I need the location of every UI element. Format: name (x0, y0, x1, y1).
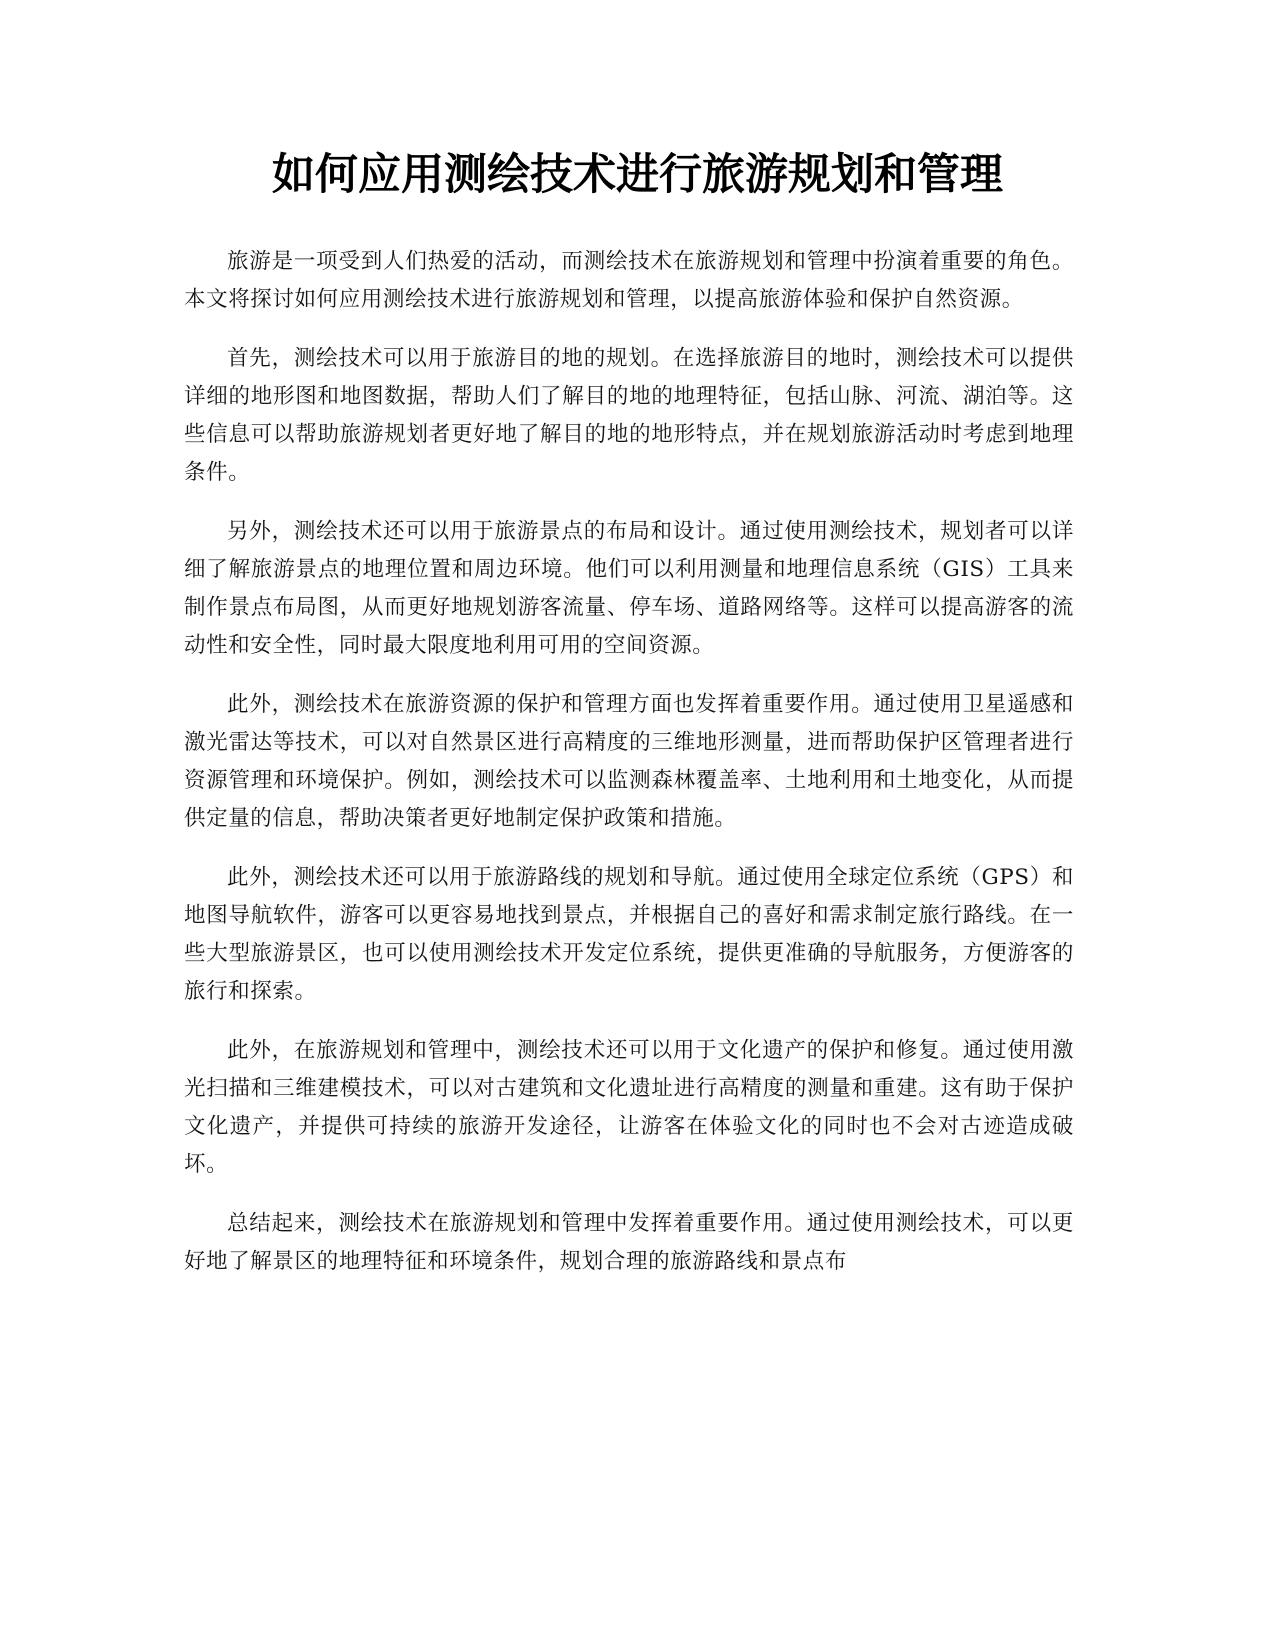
paragraph-attraction-layout: 另外，测绘技术还可以用于旅游景点的布局和设计。通过使用测绘技术，规划者可以详细了解旅游景点的地理位置和周边环境。他们可以利用测量和地理信息系统（GIS）工具来制作景点布局图，从而更好地规划游客流量、停车场、道路网络等。这样可以提高游客的流动性和安全性，同时最大限度地利用可用的空间资源。 (184, 519, 1074, 658)
paragraph-destination-planning: 首先，测绘技术可以用于旅游目的地的规划。在选择旅游目的地时，测绘技术可以提供详细的地形图和地图数据，帮助人们了解目的地的地理特征，包括山脉、河流、湖泊等。这些信息可以帮助旅游规划者更好地了解目的地的地形特点，并在规划旅游活动时考虑到地理条件。 (184, 346, 1074, 485)
paragraph-summary: 总结起来，测绘技术在旅游规划和管理中发挥着重要作用。通过使用测绘技术，可以更好地了解景区的地理特征和环境条件，规划合理的旅游路线和景点布 (184, 1211, 1074, 1274)
document-body (184, 243, 1074, 1302)
paragraph-cultural-heritage: 此外，在旅游规划和管理中，测绘技术还可以用于文化遗产的保护和修复。通过使用激光扫描和三维建模技术，可以对古建筑和文化遗址进行高精度的测量和重建。这有助于保护文化遗产，并提供可持续的旅游开发途径，让游客在体验文化的同时也不会对古迹造成破坏。 (184, 1038, 1074, 1177)
paragraph-route-navigation: 此外，测绘技术还可以用于旅游路线的规划和导航。通过使用全球定位系统（GPS）和地图导航软件，游客可以更容易地找到景点，并根据自己的喜好和需求制定旅行路线。在一些大型旅游景区，也可以使用测绘技术开发定位系统，提供更准确的导航服务，方便游客的旅行和探索。 (184, 865, 1074, 1004)
paragraph-resource-protection: 此外，测绘技术在旅游资源的保护和管理方面也发挥着重要作用。通过使用卫星遥感和激光雷达等技术，可以对自然景区进行高精度的三维地形测量，进而帮助保护区管理者进行资源管理和环境保护。例如，测绘技术可以监测森林覆盖率、土地利用和土地变化，从而提供定量的信息，帮助决策者更好地制定保护政策和措施。 (184, 692, 1074, 831)
document-title: 如何应用测绘技术进行旅游规划和管理 (272, 150, 1003, 200)
paragraph-intro: 旅游是一项受到人们热爱的活动，而测绘技术在旅游规划和管理中扮演着重要的角色。本文将探讨如何应用测绘技术进行旅游规划和管理，以提高旅游体验和保护自然资源。 (184, 249, 1074, 312)
